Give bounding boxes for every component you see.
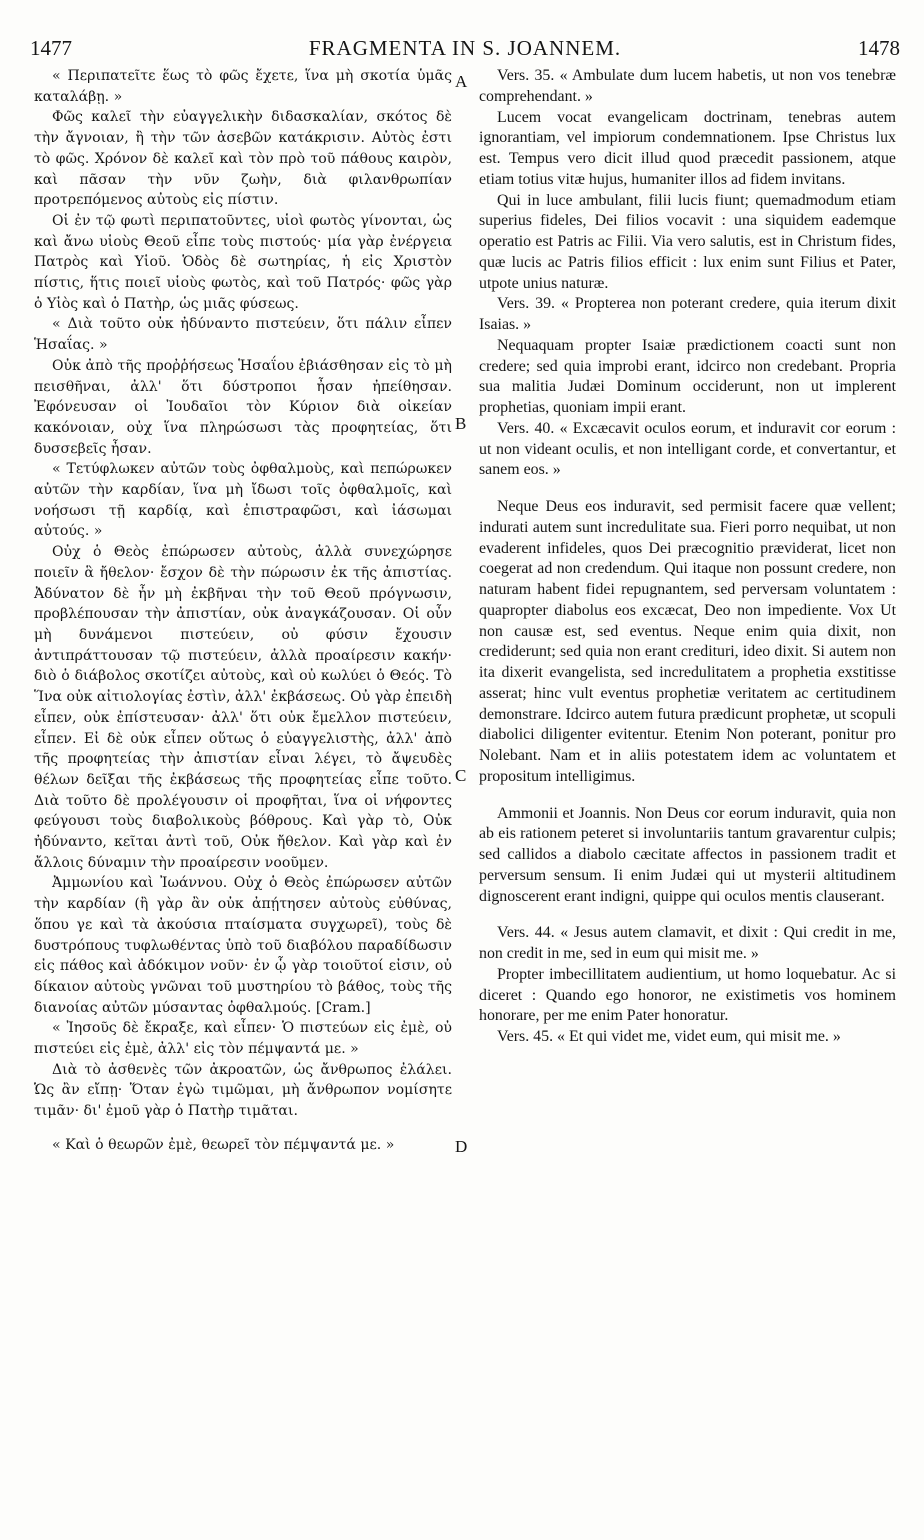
latin-verse-45: Vers. 45. « Et qui videt me, videt eum, qui misit me. » bbox=[497, 1028, 841, 1045]
latin-verse-44: Vers. 44. « Jesus autem clamavit, et dixit : Qui credit in me, non credit in me, sed in eum qui misit me. » bbox=[479, 924, 896, 962]
running-header bbox=[30, 36, 900, 66]
greek-paragraph: Διὰ τὸ ἀσθενὲς τῶν ἀκροατῶν, ὡς ἄνθρωπος ἐλάλει. Ὡς ἂν εἴπῃ· Ὅταν ἐγὼ τιμῶμαι, μὴ ἄνθρωπον νομίσητε τιμᾶν· δι' ἐμοῦ γὰρ ὁ Πατὴρ τιμᾶται. bbox=[34, 1061, 452, 1120]
latin-paragraph: Qui in luce ambulant, filii lucis fiunt; quemadmodum etiam superius fideles, Dei filios vocavit : una siquidem eademque operatio est Patris ac Filii. Via vero salutis, est in Christum fides, quæ lucis ac Patris filios efficit : lux enim sunt Filius et Pater, utpote unius naturæ. bbox=[479, 191, 896, 292]
margin-letter-c: C bbox=[455, 766, 467, 785]
margin-letter-a: A bbox=[455, 72, 468, 91]
greek-paragraph: Οὐκ ἀπὸ τῆς προῤῥήσεως Ἡσαΐου ἐβιάσθησαν εἰς τὸ μὴ πεισθῆναι, ἀλλ' ὅτι δύστροποι ἦσαν ἠπείθησαν. Ἐφόνευσαν οἱ Ἰουδαῖοι τὸν Κύριον διὰ οἰκείαν κακόνοιαν, οὐχ ἵνα πληρώσωσι τὰς προφητείας, ὅτι δυσσεβεῖς ἦσαν. bbox=[34, 357, 452, 457]
margin-letter-d: D bbox=[455, 1137, 468, 1156]
greek-paragraph: Οὐχ ὁ Θεὸς ἐπώρωσεν αὐτοὺς, ἀλλὰ συνεχώρησε ποιεῖν ἃ ἤθελον· ἔσχον δὲ τὴν πώρωσιν ἐκ τῆς ἀπιστίας. Ἀδύνατον δὲ ἦν μὴ ἐκβῆναι τὴν τοῦ Θεοῦ πρόγνωσιν, προβλέπουσαν τὴν ἀπιστίαν, οὐκ ἀναγκάζουσαν. Οἱ οὖν μὴ δυνάμενοι πιστεύειν, οὐ φύσιν ἔχουσιν ἀντιπράττουσαν τῷ πιστεύειν, ἀλλὰ προαίρεσιν κακήν· διὸ ὁ διάβολος σκοτίζει αὐτοὺς, καὶ οὐ κωλύει ὁ Θεός. Τὸ Ἵνα οὐκ αἰτιολογίας ἐστὶν, ἀλλ' ἐκβάσεως. Οὐ γὰρ ἐπειδὴ εἶπεν, οὐκ ἐπίστευσαν· ἀλλ' ὅτι οὐκ ἔμελλον πιστεύειν, εἶπεν. Εἰ δὲ οὐκ εἶπεν οὕτως ὁ εὐαγγελιστὴς, ἀλλ' ἀπὸ τῆς προφητείας τὴν ἀπιστίαν εἶναι λέγει, τὸ ἄψευδὲς θέλων δεῖξαι τῆς ἐκβάσεως τῆς προφητείας εἶπε τοῦτο. Διὰ τοῦτο δὲ προλέγουσιν οἱ προφῆται, ἵνα οἱ νήφοντες φεύγουσι τοὺς διαβολικοὺς βόθρους. Καὶ γὰρ τὸ, Οὐκ ἠδύναντο, κεῖται ἀντὶ τοῦ, Οὐκ ἤθελον. Καὶ γὰρ καὶ ἐν ἄλλοις δύναμιν τὴν προαίρεσιν νοοῦμεν. bbox=[34, 544, 452, 871]
latin-verse-40: Vers. 40. « Excæcavit oculos eorum, et induravit cor eorum : ut non videant oculis, et non intelligant corde, et convertantur, et sanem eos. » bbox=[479, 419, 896, 479]
page-number-right: 1478 bbox=[858, 36, 900, 60]
latin-paragraph: Nequaquam propter Isaiæ prædictionem coacti sunt non credere; sed quia improbi erant, idcirco non credebant. Propria sua malitia Judæi Dominum occiderunt, non ut implerent prophetias, quoniam impii erant. bbox=[479, 336, 896, 416]
latin-verse-39: Vers. 39. « Propterea non poterant credere, quia iterum dixit Isaias. » bbox=[479, 295, 896, 333]
greek-ammonius-paragraph: Ἀμμωνίου καὶ Ἰωάννου. Οὐχ ὁ Θεὸς ἐπώρωσεν αὐτῶν τὴν καρδίαν (ἢ γὰρ ἂν οὐκ ἀπῄτησεν αὐτοὺς εὐθύνας, ὅπου γε καὶ τὰ ἀκούσια πταίσματα συγχωρεῖ), τοὺς δὲ δυστρόπους τυφλωθέντας ὑπὸ τοῦ διαβόλου παραδίδωσιν εἰς πάθος καὶ ἀδόκιμον νοῦν· ἐν ᾧ γὰρ τοιοῦτοί εἰσιν, οὐ δίκαιον αὐτοὺς γνῶναι τοῦ μυστηρίου τὸ βάθος, τοὺς τῆς διανοίας αὐτῶν μύσαντας ὀφθαλμούς. [Cram.] bbox=[34, 875, 452, 1016]
margin-letter-b: B bbox=[455, 414, 467, 433]
latin-ammonius-paragraph: Ammonii et Joannis. Non Deus cor eorum induravit, quia non ab eis rationem peteret si involuntariis tantum gravarentur culpis; sed callidos a diabolo cæcitate affectos in passionem tradit et perversum sensum. Ii enim Judæi qui ut mysterii altitudinem dignoscerent erant indigni, quippe qui oculos mentis clauserant. bbox=[479, 804, 896, 905]
greek-verse-45: « Καὶ ὁ θεωρῶν ἐμὲ, θεωρεῖ τὸν πέμψαντά με. » bbox=[52, 1136, 395, 1153]
greek-verse-44: « Ἰησοῦς δὲ ἔκραξε, καὶ εἶπεν· Ὁ πιστεύων εἰς ἐμὲ, οὐ πιστεύει εἰς ἐμὲ, ἀλλ' εἰς τὸν πέμψαντά με. » bbox=[34, 1020, 452, 1058]
latin-column bbox=[479, 66, 896, 1048]
latin-paragraph: Neque Deus eos induravit, sed permisit facere quæ vellent; indurati autem sunt incredulitate sua. Fieri porro nequibat, ut non evaderent infideles, quos Dei præcognitio præviderat, licet non coegerat ad non credendum. Qui itaque non possunt credere, non naturam habent fidei repugnantem, sed perversam voluntatem : quapropter diabolus eos excæcat, Deo non impediente. Vox Ut non causæ est, sed eventus. Neque enim quia dixit, non crediderunt; sed quia non erant credituri, ideo dixit. Si autem non ita dixerit evangelista, sed incredulitatem a prophetia exstitisse asserat; hinc vult eventus prophetiæ veritatem ac certitudinem demonstrare. Idcirco autem futura prædicunt prophetæ, ut scopuli diabolici diligenter evitentur. Etenim Non poterant, ponitur pro Nolebant. Nam et in aliis potestatem idem ac voluntatem et propositum intelligimus. bbox=[479, 498, 897, 785]
page-number-left: 1477 bbox=[30, 36, 72, 60]
latin-paragraph: Lucem vocat evangelicam doctrinam, tenebras autem ignorantiam, vel impiorum condemnationem. Ipse Christus lux est. Tempus vero dicit illud quod præcedit passionem, atque etiam totius vitæ hujus, humaniter illos ad fidem invitans. bbox=[479, 108, 896, 188]
greek-verse-40: « Τετύφλωκεν αὐτῶν τοὺς ὀφθαλμοὺς, καὶ πεπώρωκεν αὐτῶν τὴν καρδίαν, ἵνα μὴ ἴδωσι τοῖς ὀφθαλμοῖς, καὶ νοήσωσι τῇ καρδίᾳ, καὶ ἐπιστραφῶσι, καὶ ἰάσωμαι αὐτούς. » bbox=[34, 461, 452, 540]
running-title: FRAGMENTA IN S. JOANNEM. bbox=[308, 36, 622, 60]
greek-verse-39: « Διὰ τοῦτο οὐκ ἠδύναντο πιστεύειν, ὅτι πάλιν εἶπεν Ἡσαΐας. » bbox=[34, 316, 452, 354]
greek-column bbox=[34, 66, 452, 1156]
greek-verse-35: « Περιπατεῖτε ἕως τὸ φῶς ἔχετε, ἵνα μὴ σκοτία ὑμᾶς καταλάβῃ. » bbox=[34, 68, 452, 105]
latin-paragraph: Propter imbecillitatem audientium, ut homo loquebatur. Ac si diceret : Quando ego honoror, ne existimetis vos hominem honorare, per me enim Pater honoratur. bbox=[479, 965, 896, 1025]
latin-verse-35: Vers. 35. « Ambulate dum lucem habetis, ut non vos tenebræ comprehendant. » bbox=[479, 67, 896, 105]
greek-paragraph: Φῶς καλεῖ τὴν εὐαγγελικὴν διδασκαλίαν, σκότος δὲ τὴν ἄγνοιαν, ἢ τὴν τῶν ἀσεβῶν κατάκρισιν. Αὐτὸς ἐστι τὸ φῶς. Χρόνον δὲ καλεῖ καὶ τὸν πρὸ τοῦ πάθους καιρὸν, καὶ πᾶσαν τὴν νῦν ζωὴν, διὰ φιλανθρωπίαν προτρεπόμενος αὐτοὺς εἰς πίστιν. bbox=[34, 109, 452, 209]
greek-paragraph: Οἱ ἐν τῷ φωτὶ περιπατοῦντες, υἱοὶ φωτὸς γίνονται, ὡς καὶ ἄνω υἱοὺς Θεοῦ εἶπε τοὺς πιστούς· μία γὰρ ἐνέργεια Πατρὸς καὶ Υἱοῦ. Ὁδὸς δὲ σωτηρίας, ἡ εἰς Χριστὸν πίστις, ἥτις ποιεῖ υἱοὺς φωτὸς, καὶ τοῦ Πατρός· φῶς γὰρ ὁ Υἱὸς καὶ ὁ Πατὴρ, ὡς μιᾶς φύσεως. bbox=[34, 212, 452, 312]
